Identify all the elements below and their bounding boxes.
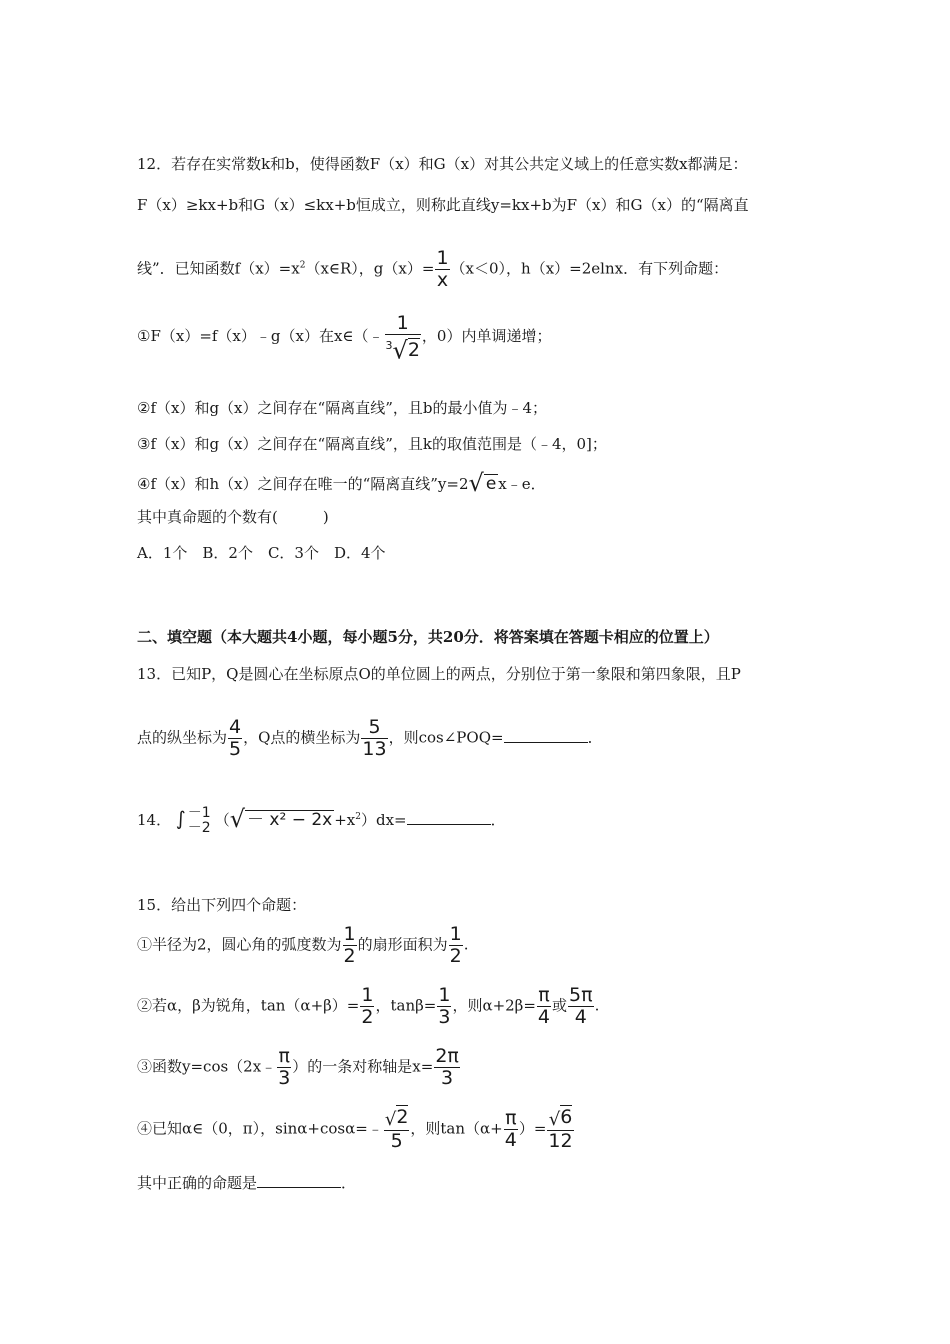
q15-p4-text-a: ④已知α∈（0，π），sinα+cosα=﹣ bbox=[137, 1119, 383, 1138]
q13-text-c: ，则cos∠POQ= bbox=[388, 728, 504, 747]
q12-line-3-text-b: （x∈R），g（x）= bbox=[305, 259, 435, 278]
answer-blank bbox=[257, 1173, 341, 1188]
q15-prop-1 bbox=[137, 924, 469, 967]
q13-text-b: ，Q点的横坐标为 bbox=[243, 728, 361, 747]
fraction-1-2: $\frac{1}{2}$ bbox=[361, 984, 374, 1028]
sqrt-symbol: √ bbox=[229, 805, 246, 833]
q15-p2-text-c: ，则α+2β= bbox=[452, 996, 536, 1015]
q15-question-text: 其中正确的命题是 bbox=[137, 1174, 258, 1192]
q15-prop-3 bbox=[137, 1046, 461, 1089]
q14-after-b: ）dx= bbox=[361, 811, 407, 829]
fraction-pi-3: $\frac{\pi}{3}$ bbox=[278, 1045, 291, 1089]
q15-p2-text-a: ②若α，β为锐角，tan（α+β）= bbox=[137, 996, 360, 1015]
integral-symbol: ∫ bbox=[175, 808, 186, 830]
q13-end: ． bbox=[587, 728, 603, 747]
section-2-heading: 二、填空题（本大题共4小题，每小题5分，共20分．将答案填在答题卡相应的位置上） bbox=[137, 628, 719, 646]
q12-option-1 bbox=[137, 312, 552, 365]
q12-option-4-text-a: ④f（x）和h（x）之间存在唯一的“隔离直线”y=2 bbox=[137, 475, 469, 493]
q12-option-1-text-b: ，0）内单调递增； bbox=[421, 327, 552, 346]
fraction-1-over-cbrt2: $\frac{1}{^3√2}$ bbox=[385, 312, 420, 365]
q15-p2-text-b: ，tanβ= bbox=[375, 996, 437, 1015]
fraction-5-13: $\frac{5}{13}$ bbox=[362, 716, 387, 760]
fraction-1-2: $\frac{1}{2}$ bbox=[343, 923, 356, 967]
q15-p3-text-b: ）的一条对称轴是x= bbox=[292, 1057, 434, 1076]
q12-option-4 bbox=[137, 469, 546, 497]
q14-label: 14． bbox=[137, 811, 172, 829]
q13-text-a: 点的纵坐标为 bbox=[137, 728, 228, 747]
q13-line-1: 13．已知P，Q是圆心在坐标原点O的单位圆上的两点，分别位于第一象限和第四象限，且P bbox=[137, 665, 741, 683]
q12-question: 其中真命题的个数有( ) bbox=[137, 508, 329, 526]
fraction-4-5: $\frac{4}{5}$ bbox=[229, 716, 242, 760]
q12-option-3: ③f（x）和g（x）之间存在“隔离直线”，且k的取值范围是（﹣4，0]； bbox=[137, 435, 607, 453]
answer-blank bbox=[407, 810, 491, 825]
q15-question bbox=[137, 1172, 356, 1193]
fraction-1-2: $\frac{1}{2}$ bbox=[449, 923, 462, 967]
fraction-sqrt2-5: $\frac{√2}{5}$ bbox=[384, 1106, 409, 1152]
fraction-1-over-x: $\frac{1}{x}$ bbox=[436, 247, 449, 291]
q15-p4-text-c: ）= bbox=[518, 1119, 547, 1138]
q12-choices: A．1个 B．2个 C．3个 D．4个 bbox=[137, 544, 386, 562]
fraction-sqrt6-12: $\frac{√6}{12}$ bbox=[548, 1106, 573, 1152]
q15-prop-4 bbox=[137, 1107, 575, 1152]
q15-intro: 15．给出下列四个命题： bbox=[137, 896, 307, 914]
fraction-pi-4: $\frac{\pi}{4}$ bbox=[504, 1107, 517, 1151]
q14-end: ． bbox=[490, 811, 506, 829]
q12-line-3-text-c: （x＜0），h（x）=2elnx．有下列命题： bbox=[450, 259, 729, 278]
q14-open-paren: （ bbox=[214, 811, 230, 829]
q15-end: ． bbox=[341, 1174, 357, 1192]
q12-line-3 bbox=[137, 248, 728, 291]
fraction-1-3: $\frac{1}{3}$ bbox=[438, 984, 451, 1028]
q12-option-1-text-a: ①F（x）=f（x）﹣g（x）在x∈（﹣ bbox=[137, 327, 384, 346]
q12-line-3-sup: 2 bbox=[299, 260, 306, 271]
q15-p2-end: . bbox=[594, 996, 600, 1015]
fraction-pi-4: $\frac{\pi}{4}$ bbox=[537, 984, 551, 1028]
integral-limits bbox=[188, 806, 211, 836]
q12-option-4-text-b: x﹣e． bbox=[498, 475, 546, 493]
q15-p1-end: . bbox=[463, 935, 469, 954]
sqrt-e: e bbox=[485, 474, 497, 494]
fraction-2pi-3: $\frac{2\pi}{3}$ bbox=[435, 1045, 459, 1089]
q15-p2-text-d: 或 bbox=[552, 996, 568, 1015]
upper-limit: －1 bbox=[187, 805, 211, 821]
q14-after-a: +x bbox=[334, 811, 356, 829]
q12-option-2: ②f（x）和g（x）之间存在“隔离直线”，且b的最小值为﹣4； bbox=[137, 399, 548, 417]
answer-blank bbox=[504, 728, 588, 743]
q12-line-2: F（x）≥kx+b和G（x）≤kx+b恒成立，则称此直线y=kx+b为F（x）和G（x）的“隔离直 bbox=[137, 196, 749, 214]
q14-line bbox=[137, 805, 506, 836]
fraction-5pi-4: $\frac{5\pi}{4}$ bbox=[569, 984, 593, 1028]
lower-limit: －2 bbox=[187, 820, 211, 836]
q15-p1-text-a: ①半径为2，圆心角的弧度数为 bbox=[137, 935, 342, 954]
sqrt-symbol: √ bbox=[468, 469, 484, 497]
q15-p3-text-a: ③函数y=cos（2x﹣ bbox=[137, 1057, 277, 1076]
q12-line-3-text-a: 线”．已知函数f（x）=x bbox=[137, 259, 300, 278]
q15-prop-2 bbox=[137, 985, 599, 1028]
q15-p1-text-b: 的扇形面积为 bbox=[357, 935, 448, 954]
sqrt-body: － x² − 2x bbox=[247, 810, 333, 830]
q14-sup: 2 bbox=[355, 812, 361, 822]
q15-p4-text-b: ，则tan（α+ bbox=[410, 1119, 503, 1138]
q13-line-2 bbox=[137, 717, 603, 760]
q12-line-1: 12．若存在实常数k和b，使得函数F（x）和G（x）对其公共定义域上的任意实数x都满足： bbox=[137, 155, 748, 173]
